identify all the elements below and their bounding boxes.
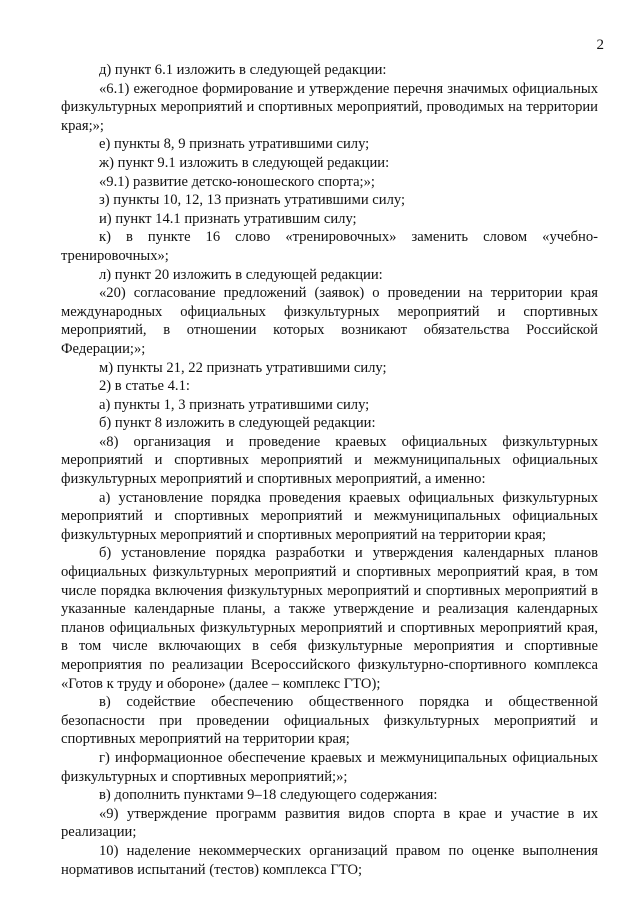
paragraph: а) пункты 1, 3 признать утратившими силу; (99, 396, 370, 413)
paragraph: м) пункты 21, 22 признать утратившими силу; (99, 359, 387, 376)
paragraph: г) информационное обеспечение краевых и межмуниципальных официальных физкультурных и спортивных мероприятий;»; (61, 749, 598, 785)
paragraph: «9.1) развитие детско-юношеского спорта;»; (99, 173, 375, 190)
paragraph: в) содействие обеспечению общественного порядка и общественной безопасности при проведении официальных физкультурных мероприятий и спортивных мероприятий на территории края; (61, 694, 598, 748)
paragraph: «20) согласование предложений (заявок) о проведении на территории края международных официальных физкультурных мероприятий и спортивных мероприятий, в отношении которых возникают обязательства Российской Федерации;»; (61, 285, 598, 357)
paragraph: а) установление порядка проведения краевых официальных физкультурных мероприятий и спортивных мероприятий и межмуниципальных официальных физкультурных мероприятий и спортивных мероприятий на территории края; (61, 489, 598, 543)
paragraph: «6.1) ежегодное формирование и утверждение перечня значимых официальных физкультурных мероприятий и спортивных мероприятий, проводимых на территории края;»; (61, 80, 598, 134)
paragraph: б) пункт 8 изложить в следующей редакции: (99, 415, 376, 432)
paragraph: б) установление порядка разработки и утверждения календарных планов официальных физкультурных мероприятий и спортивных мероприятий края, в том числе порядка включения физкультурных мероприятий и спортивных мероприятий в указанные календарные планы, а также утверждение и реализация календарных планов официальных физкультурных мероприятий и спортивных мероприятий края, в том числе включающих в себя физкультурные мероприятия и спортивные мероприятия по реализации Всероссийского физкультурно-спортивного комплекса «Готов к труду и обороне» (далее – комплекс ГТО); (61, 545, 598, 692)
paragraph: в) дополнить пунктами 9–18 следующего содержания: (99, 787, 438, 804)
paragraph: 10) наделение некоммерческих организаций правом по оценке выполнения нормативов испытаний (тестов) комплекса ГТО; (61, 842, 598, 878)
paragraph: к) в пункте 16 слово «тренировочных» заменить словом «учебно-тренировочных»; (61, 229, 598, 264)
paragraph: л) пункт 20 изложить в следующей редакции: (99, 266, 383, 283)
paragraph: е) пункты 8, 9 признать утратившими силу; (99, 136, 370, 153)
paragraph: д) пункт 6.1 изложить в следующей редакции: (99, 62, 387, 78)
paragraph: 2) в статье 4.1: (99, 378, 190, 395)
document-body (61, 61, 598, 879)
paragraph: и) пункт 14.1 признать утратившим силу; (99, 210, 357, 227)
paragraph: ж) пункт 9.1 изложить в следующей редакции: (99, 154, 390, 171)
paragraph: «9) утверждение программ развития видов спорта в крае и участие в их реализации; (61, 805, 598, 841)
paragraph: з) пункты 10, 12, 13 признать утратившими силу; (99, 192, 406, 209)
page-number: 2 (596, 37, 604, 53)
paragraph: «8) организация и проведение краевых официальных физкультурных мероприятий и спортивных мероприятий и межмуниципальных официальных физкультурных мероприятий и спортивных мероприятий, а именно: (61, 433, 598, 488)
